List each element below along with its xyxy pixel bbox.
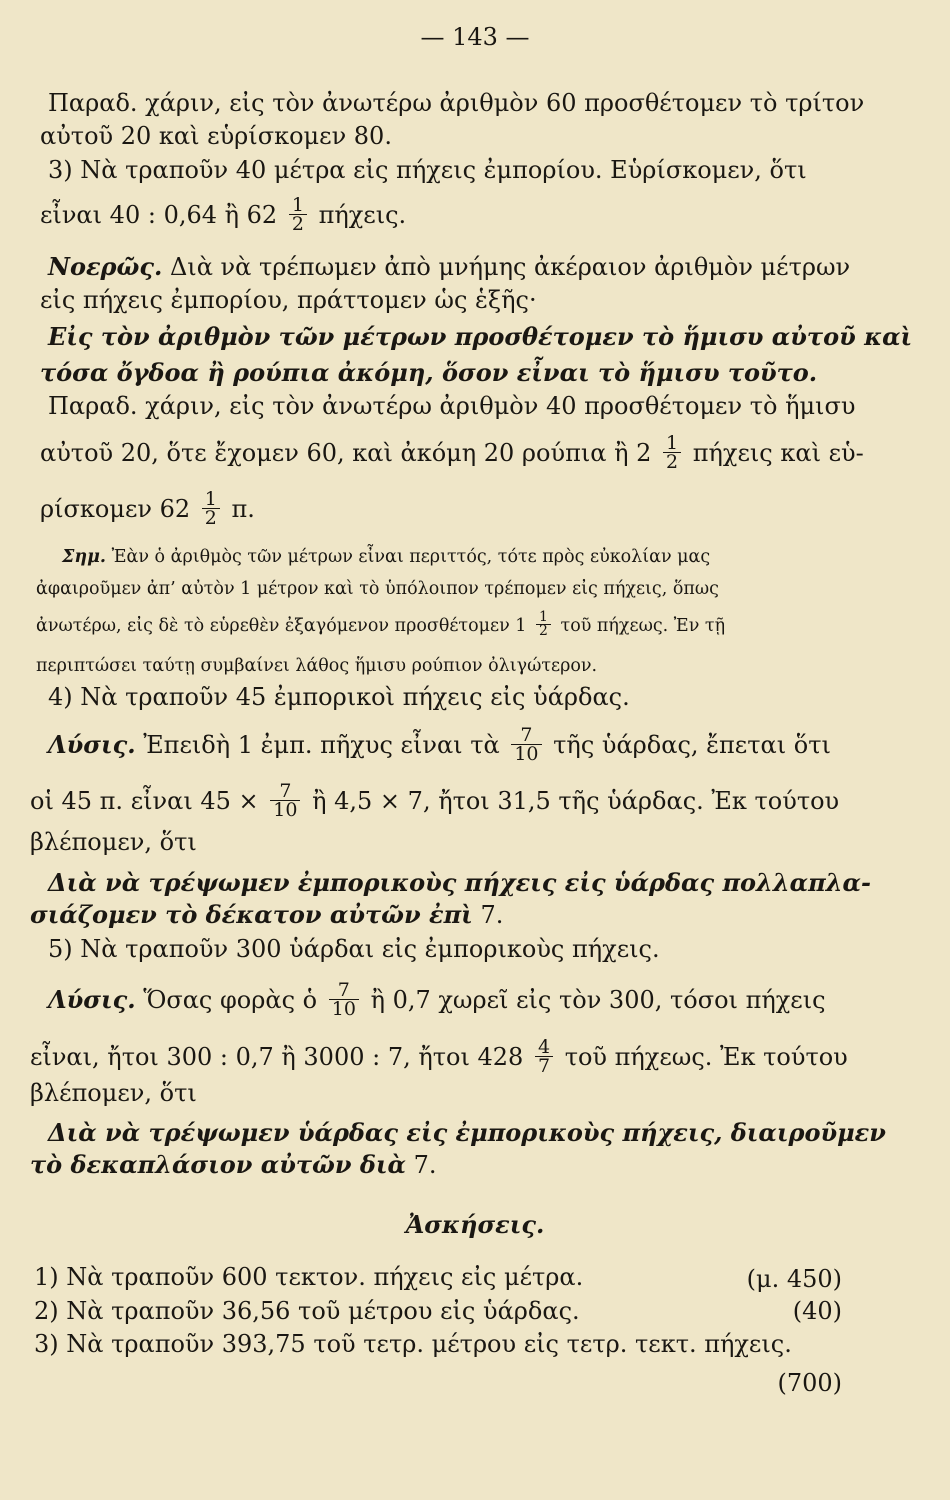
text-line: Παραδ. χάριν, εἰς τὸν ἀνωτέρω ἀριθμὸν 40 προσθέτομεν τὸ ἥμισυ (48, 392, 856, 420)
text-segment: εἶναι, ἤτοι 300 : 0,7 ἢ 3000 : 7, ἤτοι 428 (30, 1043, 524, 1071)
text-segment: εἶναι 40 : 0,64 ἢ 62 (40, 201, 278, 229)
rule-line (30, 1150, 437, 1180)
exercise-answer: (μ. 450) (746, 1265, 842, 1293)
fraction-seven-tenths: $\frac{7}{10}$ (511, 726, 541, 763)
text-line (48, 724, 831, 765)
text-line: βλέπομεν, ὅτι (30, 828, 197, 856)
rule-line: Διὰ νὰ τρέψωμεν ὑάρδας εἰς ἐμπορικοὺς πήχεις, διαιροῦμεν (48, 1118, 886, 1147)
text-segment: τοῦ πήχεως. Ἐν τῇ (560, 616, 726, 636)
text-line (48, 979, 826, 1020)
page-number: — 143 — (420, 23, 530, 51)
text-segment: τῆς ὑάρδας, ἔπεται ὅτι (553, 731, 831, 759)
text-line (40, 194, 407, 235)
run-in-heading: Νοερῶς. (48, 252, 163, 281)
fraction-one-half: $\frac{1}{2}$ (536, 611, 551, 638)
fraction-one-half: $\frac{1}{2}$ (202, 490, 220, 527)
note-line: περιπτώσει ταύτῃ συμβαίνει λάθος ἥμισυ ρούπιον ὀλιγώτερον. (36, 656, 598, 676)
text-segment: οἱ 45 π. εἶναι 45 × (30, 787, 259, 815)
exercise-answer: (40) (792, 1297, 842, 1325)
text-segment: ἢ 0,7 χωρεῖ εἰς τὸν 300, τόσοι πήχεις (370, 986, 826, 1014)
text-segment: σιάζομεν τὸ δέκατον αὐτῶν ἐπὶ (30, 900, 473, 929)
text-segment: πήχεις καὶ εὑ- (692, 439, 864, 467)
text-line (30, 1036, 848, 1077)
run-in-heading: Λύσις. (48, 730, 136, 759)
text-segment: 7. (480, 901, 504, 929)
fraction-seven-tenths: $\frac{7}{10}$ (329, 981, 359, 1018)
text-segment: τὸ δεκαπλάσιον αὐτῶν διὰ (30, 1150, 406, 1179)
exercise-line: 3) Νὰ τραποῦν 393,75 τοῦ τετρ. μέτρου εἰς τετρ. τεκτ. πήχεις. (34, 1330, 792, 1358)
note-line: ἀφαιροῦμεν ἀπ’ αὐτὸν 1 μέτρον καὶ τὸ ὑπόλοιπον τρέπομεν εἰς πήχεις, ὅπως (36, 579, 719, 599)
text-segment: ἀνωτέρω, εἰς δὲ τὸ εὑρεθὲν ἐξαγόμενον προσθέτομεν 1 (36, 616, 527, 636)
text-line (48, 252, 850, 282)
text-segment: αὐτοῦ 20, ὅτε ἔχομεν 60, καὶ ἀκόμη 20 ρούπια ἢ 2 (40, 439, 652, 467)
text-segment: Ἐπειδὴ 1 ἐμπ. πῆχυς εἶναι τὰ (143, 731, 500, 759)
note-line (36, 609, 726, 640)
text-segment: 7. (413, 1151, 437, 1179)
fraction-four-sevenths: $\frac{4}{7}$ (535, 1038, 553, 1075)
text-line: αὐτοῦ 20 καὶ εὑρίσκομεν 80. (40, 122, 392, 150)
exercise-line: 2) Νὰ τραποῦν 36,56 τοῦ μέτρου εἰς ὑάρδας. (34, 1297, 580, 1325)
text-segment: ἢ 4,5 × 7, ἤτοι 31,5 τῆς ὑάρδας. Ἐκ τούτου (312, 787, 840, 815)
section-heading: Ἀσκήσεις. (405, 1210, 545, 1239)
text-line (30, 780, 840, 821)
fraction-one-half: $\frac{1}{2}$ (663, 434, 681, 471)
fraction-one-half: $\frac{1}{2}$ (289, 196, 307, 233)
rule-line: Διὰ νὰ τρέψωμεν ἐμπορικοὺς πήχεις εἰς ὑάρδας πολλαπλα- (48, 868, 871, 897)
run-in-heading: Λύσις. (48, 985, 136, 1014)
rule-line: τόσα ὄγδοα ἢ ρούπια ἀκόμη, ὅσον εἶναι τὸ ἥμισυ τοῦτο. (40, 358, 818, 387)
fraction-seven-tenths: $\frac{7}{10}$ (270, 782, 300, 819)
rule-line (30, 900, 503, 930)
text-line: 5) Νὰ τραποῦν 300 ὑάρδαι εἰς ἐμπορικοὺς πήχεις. (48, 935, 660, 963)
text-segment: ρίσκομεν 62 (40, 495, 191, 523)
exercise-answer: (700) (777, 1369, 842, 1397)
text-line (40, 432, 864, 473)
text-segment: πήχεις. (318, 201, 407, 229)
text-segment: π. (231, 495, 255, 523)
text-segment: Ὅσας φορὰς ὁ (143, 986, 318, 1014)
text-segment: τοῦ πήχεως. Ἐκ τούτου (564, 1043, 848, 1071)
text-line: βλέπομεν, ὅτι (30, 1079, 197, 1107)
note-line (62, 545, 710, 569)
text-line: 4) Νὰ τραποῦν 45 ἐμπορικοὶ πήχεις εἰς ὑάρδας. (48, 683, 630, 711)
note-label: Σημ. (62, 547, 106, 567)
text-segment: Διὰ νὰ τρέπωμεν ἀπὸ μνήμης ἀκέραιον ἀριθμὸν μέτρων (169, 253, 851, 281)
rule-line: Εἰς τὸν ἀριθμὸν τῶν μέτρων προσθέτομεν τὸ ἥμισυ αὐτοῦ καὶ (48, 322, 913, 351)
text-line: 3) Νὰ τραποῦν 40 μέτρα εἰς πήχεις ἐμπορίου. Εὑρίσκομεν, ὅτι (48, 156, 807, 184)
text-line: εἰς πήχεις ἐμπορίου, πράττομεν ὡς ἑξῆς· (40, 286, 537, 314)
exercise-line: 1) Νὰ τραποῦν 600 τεκτον. πήχεις εἰς μέτρα. (34, 1263, 584, 1291)
text-segment: Ἐὰν ὁ ἀριθμὸς τῶν μέτρων εἶναι περιττός, τότε πρὸς εὐκολίαν μας (111, 547, 711, 567)
text-line (40, 488, 255, 529)
text-line: Παραδ. χάριν, εἰς τὸν ἀνωτέρω ἀριθμὸν 60 προσθέτομεν τὸ τρίτον (48, 89, 865, 117)
